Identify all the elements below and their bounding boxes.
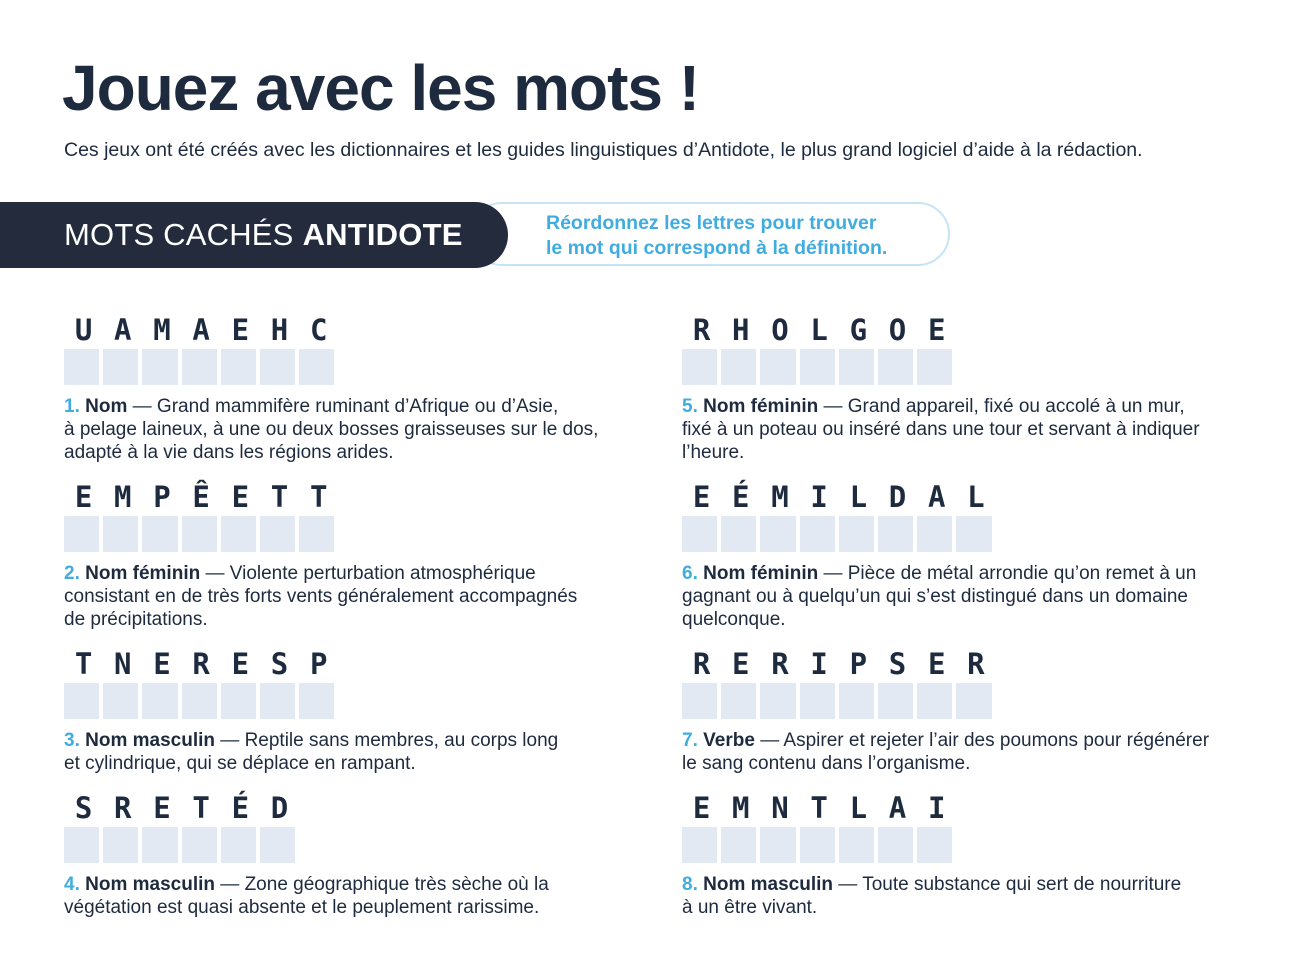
- scrambled-letter: I: [927, 791, 946, 825]
- scrambled-letter: É: [231, 791, 250, 825]
- clue-number: 3.: [64, 730, 80, 751]
- answer-boxes: [64, 349, 644, 385]
- clue-line: [682, 395, 1262, 418]
- clue-text: l’heure.: [682, 442, 745, 463]
- scrambled-letter: M: [732, 791, 750, 825]
- scrambled-letter: P: [153, 480, 171, 514]
- clue-category: Nom masculin: [703, 874, 834, 895]
- answer-box[interactable]: [142, 349, 177, 385]
- answer-box[interactable]: [839, 683, 874, 719]
- answer-box[interactable]: [299, 516, 334, 552]
- answer-box[interactable]: [956, 683, 991, 719]
- clue-text: — Pièce de métal arrondie qu’on remet à un: [823, 563, 1197, 584]
- answer-box[interactable]: [260, 349, 295, 385]
- clue-text: consistant en de très forts vents généralement accompagnés: [64, 586, 578, 607]
- scrambled-letters: [64, 313, 644, 347]
- instruction-line-2: le mot qui correspond à la définition.: [546, 237, 888, 259]
- answer-box[interactable]: [103, 827, 138, 863]
- clue-text: — Grand mammifère ruminant d’Afrique ou d’Asie,: [132, 396, 559, 417]
- answer-box[interactable]: [800, 827, 835, 863]
- scrambled-letter: P: [309, 647, 328, 681]
- scrambled-letter: M: [771, 480, 789, 514]
- answer-box[interactable]: [182, 516, 217, 552]
- clue-text: le sang contenu dans l’organisme.: [682, 753, 971, 774]
- scrambled-letters: [64, 791, 644, 825]
- clue-category: Nom féminin: [703, 563, 819, 584]
- answer-box[interactable]: [878, 827, 913, 863]
- clue-number: 2.: [64, 563, 80, 584]
- clue-line: [64, 441, 644, 464]
- answer-box[interactable]: [917, 349, 952, 385]
- answer-box[interactable]: [64, 827, 99, 863]
- clue-text: fixé à un poteau ou inséré dans une tour et servant à indiquer: [682, 419, 1200, 440]
- clue-line: [682, 441, 1262, 464]
- scrambled-letter: D: [888, 480, 907, 514]
- answer-boxes: [64, 516, 644, 552]
- scrambled-letters: [682, 647, 1262, 681]
- answer-box[interactable]: [800, 516, 835, 552]
- clue-line: [64, 395, 644, 418]
- puzzle-6: [682, 480, 1262, 631]
- scrambled-letter: I: [810, 480, 828, 514]
- answer-box[interactable]: [800, 683, 835, 719]
- scrambled-letter: E: [74, 480, 93, 514]
- scrambled-letters: [64, 647, 644, 681]
- answer-box[interactable]: [721, 349, 756, 385]
- clue-line: [64, 418, 644, 441]
- scrambled-letters: [682, 791, 1262, 825]
- clue-line: [682, 896, 1262, 919]
- scrambled-letter: N: [771, 791, 789, 825]
- puzzle-5: [682, 313, 1262, 464]
- scrambled-letter: A: [888, 791, 907, 825]
- clue-line: [682, 729, 1262, 752]
- scrambled-letter: T: [810, 791, 828, 825]
- clue-text: — Toute substance qui sert de nourriture: [838, 874, 1182, 895]
- answer-box[interactable]: [682, 683, 717, 719]
- answer-box[interactable]: [182, 827, 217, 863]
- clue-number: 1.: [64, 396, 80, 417]
- scrambled-letter: T: [270, 480, 289, 514]
- clue-category: Nom féminin: [703, 396, 819, 417]
- scrambled-letter: D: [270, 791, 289, 825]
- answer-box[interactable]: [760, 349, 795, 385]
- instruction-line-1: Réordonnez les lettres pour trouver: [546, 212, 877, 234]
- answer-box[interactable]: [64, 349, 99, 385]
- scrambled-letter: R: [967, 647, 985, 681]
- answer-box[interactable]: [103, 349, 138, 385]
- clue-line: [64, 562, 644, 585]
- scrambled-letter: C: [309, 313, 328, 347]
- answer-box[interactable]: [760, 516, 795, 552]
- clue-text: — Zone géographique très sèche où la: [220, 874, 549, 895]
- clue-text: adapté à la vie dans les régions arides.: [64, 442, 394, 463]
- page-subtitle: Ces jeux ont été créés avec les dictionnaires et les guides linguistiques d’Antidote, le plus grand logiciel d’aide à la rédaction.: [64, 139, 1143, 161]
- clue-text: et cylindrique, qui se déplace en rampant.: [64, 753, 416, 774]
- answer-box[interactable]: [917, 516, 952, 552]
- clue-text: — Violente perturbation atmosphérique: [205, 563, 536, 584]
- answer-box[interactable]: [682, 349, 717, 385]
- scrambled-letter: U: [74, 313, 93, 347]
- clue: [682, 873, 1262, 919]
- scrambled-letter: O: [771, 313, 789, 347]
- clue-text: à un être vivant.: [682, 897, 818, 918]
- clue-line: [682, 752, 1262, 775]
- scrambled-letter: A: [192, 313, 210, 347]
- scrambled-letter: H: [270, 313, 289, 347]
- answer-box[interactable]: [721, 683, 756, 719]
- answer-box[interactable]: [800, 349, 835, 385]
- clue-line: [682, 418, 1262, 441]
- scrambled-letters: [64, 480, 644, 514]
- answer-box[interactable]: [221, 516, 256, 552]
- scrambled-letter: O: [888, 313, 907, 347]
- answer-box[interactable]: [682, 827, 717, 863]
- answer-box[interactable]: [142, 683, 177, 719]
- clue-text: végétation est quasi absente et le peuplement rarissime.: [64, 897, 540, 918]
- clue-line: [64, 585, 644, 608]
- clue-text: à pelage laineux, à une ou deux bosses graisseuses sur le dos,: [64, 419, 599, 440]
- clue-line: [682, 585, 1262, 608]
- answer-box[interactable]: [260, 827, 295, 863]
- clue-text: quelconque.: [682, 609, 786, 630]
- scrambled-letter: R: [771, 647, 789, 681]
- scrambled-letter: E: [927, 647, 946, 681]
- scrambled-letter: S: [888, 647, 907, 681]
- puzzle-4: [64, 791, 644, 919]
- banner-label-light: MOTS CACHÉS: [64, 217, 294, 252]
- answer-box[interactable]: [142, 827, 177, 863]
- scrambled-letter: E: [927, 313, 946, 347]
- answer-box[interactable]: [103, 516, 138, 552]
- answer-box[interactable]: [299, 683, 334, 719]
- answer-box[interactable]: [142, 516, 177, 552]
- scrambled-letter: L: [849, 480, 868, 514]
- answer-box[interactable]: [182, 683, 217, 719]
- scrambled-letter: E: [692, 791, 711, 825]
- answer-box[interactable]: [878, 349, 913, 385]
- scrambled-letter: Ê: [192, 480, 210, 514]
- scrambled-letter: E: [153, 791, 171, 825]
- clue: [64, 562, 644, 631]
- answer-boxes: [682, 827, 1262, 863]
- scrambled-letters: [682, 313, 1262, 347]
- scrambled-letters: [682, 480, 1262, 514]
- section-banner: [0, 202, 508, 268]
- answer-box[interactable]: [878, 683, 913, 719]
- scrambled-letter: P: [849, 647, 868, 681]
- clue-line: [64, 752, 644, 775]
- clue-line: [64, 896, 644, 919]
- clue-line: [682, 608, 1262, 631]
- scrambled-letter: E: [732, 647, 750, 681]
- scrambled-letter: E: [231, 647, 250, 681]
- answer-box[interactable]: [878, 516, 913, 552]
- clue-text: gagnant ou à quelqu’un qui s’est distingué dans un domaine: [682, 586, 1188, 607]
- clue-number: 4.: [64, 874, 80, 895]
- clue-text: — Grand appareil, fixé ou accolé à un mur,: [823, 396, 1185, 417]
- answer-boxes: [682, 349, 1262, 385]
- clue-line: [682, 562, 1262, 585]
- answer-box[interactable]: [260, 683, 295, 719]
- clue: [64, 395, 644, 464]
- answer-box[interactable]: [221, 349, 256, 385]
- answer-box[interactable]: [917, 827, 952, 863]
- scrambled-letter: E: [153, 647, 171, 681]
- clue: [64, 729, 644, 775]
- answer-box[interactable]: [260, 516, 295, 552]
- banner-label-bold: ANTIDOTE: [302, 217, 463, 252]
- clue-category: Nom masculin: [85, 730, 216, 751]
- answer-box[interactable]: [682, 516, 717, 552]
- scrambled-letter: G: [849, 313, 868, 347]
- puzzle-7: [682, 647, 1262, 775]
- scrambled-letter: M: [114, 480, 132, 514]
- answer-boxes: [682, 683, 1262, 719]
- clue-text: de précipitations.: [64, 609, 208, 630]
- scrambled-letter: É: [732, 480, 750, 514]
- clue-line: [64, 873, 644, 896]
- puzzle-8: [682, 791, 1262, 919]
- clue-category: Verbe: [703, 730, 755, 751]
- scrambled-letter: R: [692, 313, 711, 347]
- clue-number: 6.: [682, 563, 698, 584]
- scrambled-letter: L: [967, 480, 985, 514]
- scrambled-letter: H: [732, 313, 750, 347]
- scrambled-letter: E: [692, 480, 711, 514]
- clue: [682, 562, 1262, 631]
- scrambled-letter: T: [74, 647, 93, 681]
- answer-box[interactable]: [956, 516, 991, 552]
- clue-number: 7.: [682, 730, 698, 751]
- answer-box[interactable]: [721, 516, 756, 552]
- answer-box[interactable]: [103, 683, 138, 719]
- clue: [682, 395, 1262, 464]
- scrambled-letter: R: [692, 647, 711, 681]
- scrambled-letter: I: [810, 647, 828, 681]
- puzzle-1: [64, 313, 644, 464]
- page-title: Jouez avec les mots !: [62, 52, 700, 124]
- clue-line: [64, 608, 644, 631]
- scrambled-letter: S: [74, 791, 93, 825]
- puzzle-2: [64, 480, 644, 631]
- answer-box[interactable]: [64, 683, 99, 719]
- scrambled-letter: T: [192, 791, 210, 825]
- answer-boxes: [64, 683, 644, 719]
- answer-box[interactable]: [839, 349, 874, 385]
- clue-number: 5.: [682, 396, 698, 417]
- answer-box[interactable]: [760, 683, 795, 719]
- answer-box[interactable]: [721, 827, 756, 863]
- answer-box[interactable]: [299, 349, 334, 385]
- answer-boxes: [64, 827, 644, 863]
- scrambled-letter: R: [114, 791, 132, 825]
- scrambled-letter: L: [849, 791, 868, 825]
- answer-box[interactable]: [221, 683, 256, 719]
- clue-category: Nom: [85, 396, 128, 417]
- puzzle-3: [64, 647, 644, 775]
- answer-box[interactable]: [64, 516, 99, 552]
- scrambled-letter: T: [309, 480, 328, 514]
- scrambled-letter: N: [114, 647, 132, 681]
- scrambled-letter: L: [810, 313, 828, 347]
- answer-box[interactable]: [760, 827, 795, 863]
- clue-category: Nom masculin: [85, 874, 216, 895]
- answer-box[interactable]: [221, 827, 256, 863]
- scrambled-letter: S: [270, 647, 289, 681]
- clue-text: — Aspirer et rejeter l’air des poumons pour régénérer: [760, 730, 1210, 751]
- clue-category: Nom féminin: [85, 563, 201, 584]
- instructions: [546, 211, 946, 261]
- answer-box[interactable]: [839, 516, 874, 552]
- answer-boxes: [682, 516, 1262, 552]
- scrambled-letter: M: [153, 313, 171, 347]
- scrambled-letter: A: [927, 480, 946, 514]
- clue-text: — Reptile sans membres, au corps long: [220, 730, 559, 751]
- scrambled-letter: R: [192, 647, 210, 681]
- clue: [64, 873, 644, 919]
- scrambled-letter: E: [231, 313, 250, 347]
- clue-number: 8.: [682, 874, 698, 895]
- answer-box[interactable]: [839, 827, 874, 863]
- clue-line: [682, 873, 1262, 896]
- clue-line: [64, 729, 644, 752]
- scrambled-letter: E: [231, 480, 250, 514]
- scrambled-letter: A: [114, 313, 132, 347]
- answer-box[interactable]: [917, 683, 952, 719]
- answer-box[interactable]: [182, 349, 217, 385]
- clue: [682, 729, 1262, 775]
